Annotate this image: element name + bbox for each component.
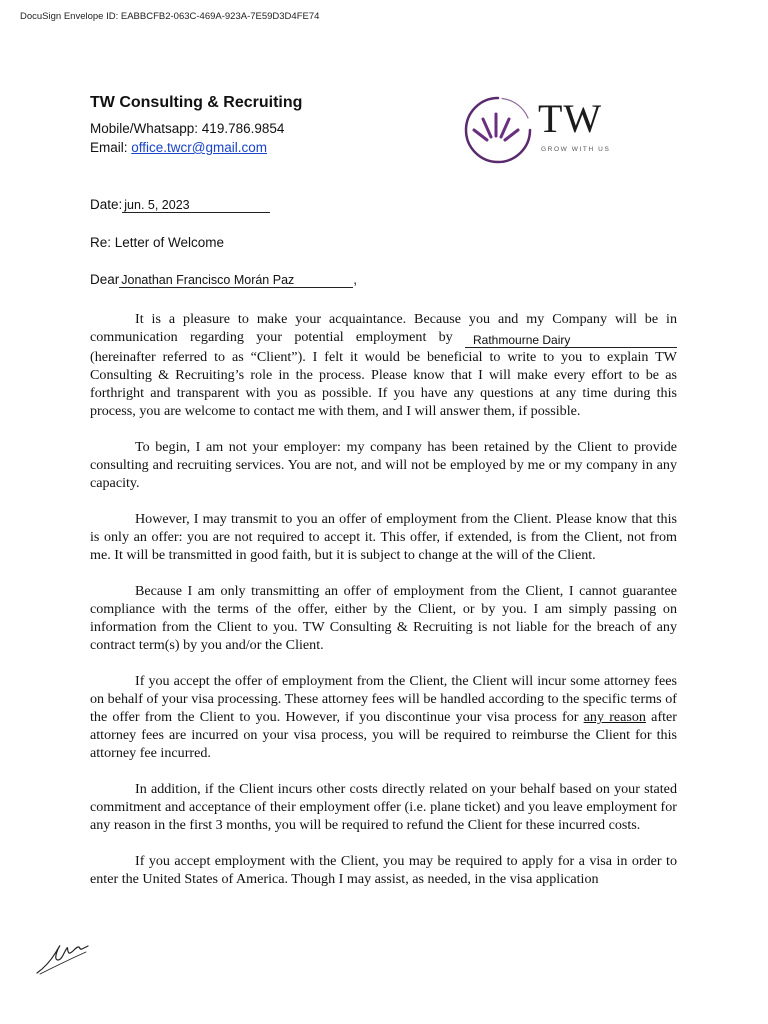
company-name: TW Consulting & Recruiting: [90, 94, 303, 111]
client-name-field[interactable]: Rathmourne Dairy: [465, 334, 677, 348]
date-label: Date:: [90, 197, 123, 212]
paragraph-6: In addition, if the Client incurs other costs directly related on your behalf based on your stated commitment and acceptance of their employment offer (i.e. plane ticket) and you leave employment for any reason in the first 3 months, you will be required to refund the Client for these incurred costs.: [90, 781, 677, 833]
email-link[interactable]: office.twcr@gmail.com: [131, 140, 268, 155]
date-field: [90, 197, 270, 213]
email-label: Email:: [90, 140, 132, 155]
paragraph-7: If you accept employment with the Client, you may be required to apply for a visa in order to enter the United States of America. Though I may assist, as needed, in the visa application: [90, 853, 677, 887]
paragraph-1: [90, 310, 677, 420]
dear-label: Dear: [90, 272, 120, 287]
logo-tagline: GROW WITH US: [541, 146, 611, 153]
paragraph-1-text-b: (hereinafter referred to as “Client”). I felt it would be beneficial to write to you to explain TW Consulting & Recruiting’s role in the process. Please know that I will make every effort to be as forthright and transparent with you as possible. If you have any questions at any time during this process, you are welcome to contact me with them, and I will answer them, if possible.: [90, 349, 677, 419]
letterhead: [90, 94, 302, 157]
email-line: [90, 138, 302, 157]
recipient-name[interactable]: Jonathan Francisco Morán Paz: [119, 273, 353, 288]
paragraph-3: However, I may transmit to you an offer of employment from the Client. Please know that this is only an offer: you are not required to accept it. This offer, if extended, is from the Client, not from me. It will be transmitted in good faith, but it is subject to change at the will of the Client.: [90, 511, 677, 563]
company-logo: [458, 92, 618, 166]
phone-line: Mobile/Whatsapp: 419.786.9854: [90, 121, 285, 136]
sunburst-circle-logo-icon: [458, 92, 538, 166]
handwritten-signature-icon: [34, 938, 90, 978]
docusign-envelope-id: DocuSign Envelope ID: EABBCFB2-063C-469A-923A-7E59D3D4FE74: [20, 11, 320, 22]
paragraph-2: To begin, I am not your employer: my company has been retained by the Client to provide consulting and recruiting services. You are not, and will not be employed by me or my company in any capacity.: [90, 439, 677, 491]
date-value[interactable]: jun. 5, 2023: [122, 198, 270, 213]
letter-body: [90, 310, 677, 906]
paragraph-1-text-a: It is a pleasure to make your acquaintance. Because you and my Company will be in communication regarding your potential employment by: [90, 311, 677, 345]
paragraph-5-text-a: If you accept the offer of employment from the Client, the Client will incur some attorney fees on behalf of your visa processing. These attorney fees will be handled according to the specific terms of the offer from the Client to you. However, if you discontinue your visa process for: [90, 673, 677, 725]
salutation-comma: ,: [353, 272, 358, 287]
salutation: [90, 272, 357, 288]
subject-line: Re: Letter of Welcome: [90, 235, 225, 250]
paragraph-5: [90, 672, 677, 762]
paragraph-5-underlined: any reason: [583, 709, 646, 725]
paragraph-5-text-b: after attorney fees are incurred on your visa process, you will be required to reimburse the Client for this attorney fee incurred.: [90, 709, 677, 761]
logo-text: TW: [538, 96, 603, 141]
paragraph-4: Because I am only transmitting an offer of employment from the Client, I cannot guarantee compliance with the terms of the offer, either by the Client, or by you. I am simply passing on information from the Client to you. TW Consulting & Recruiting is not liable for the breach of any contract term(s) by you and/or the Client.: [90, 583, 677, 653]
